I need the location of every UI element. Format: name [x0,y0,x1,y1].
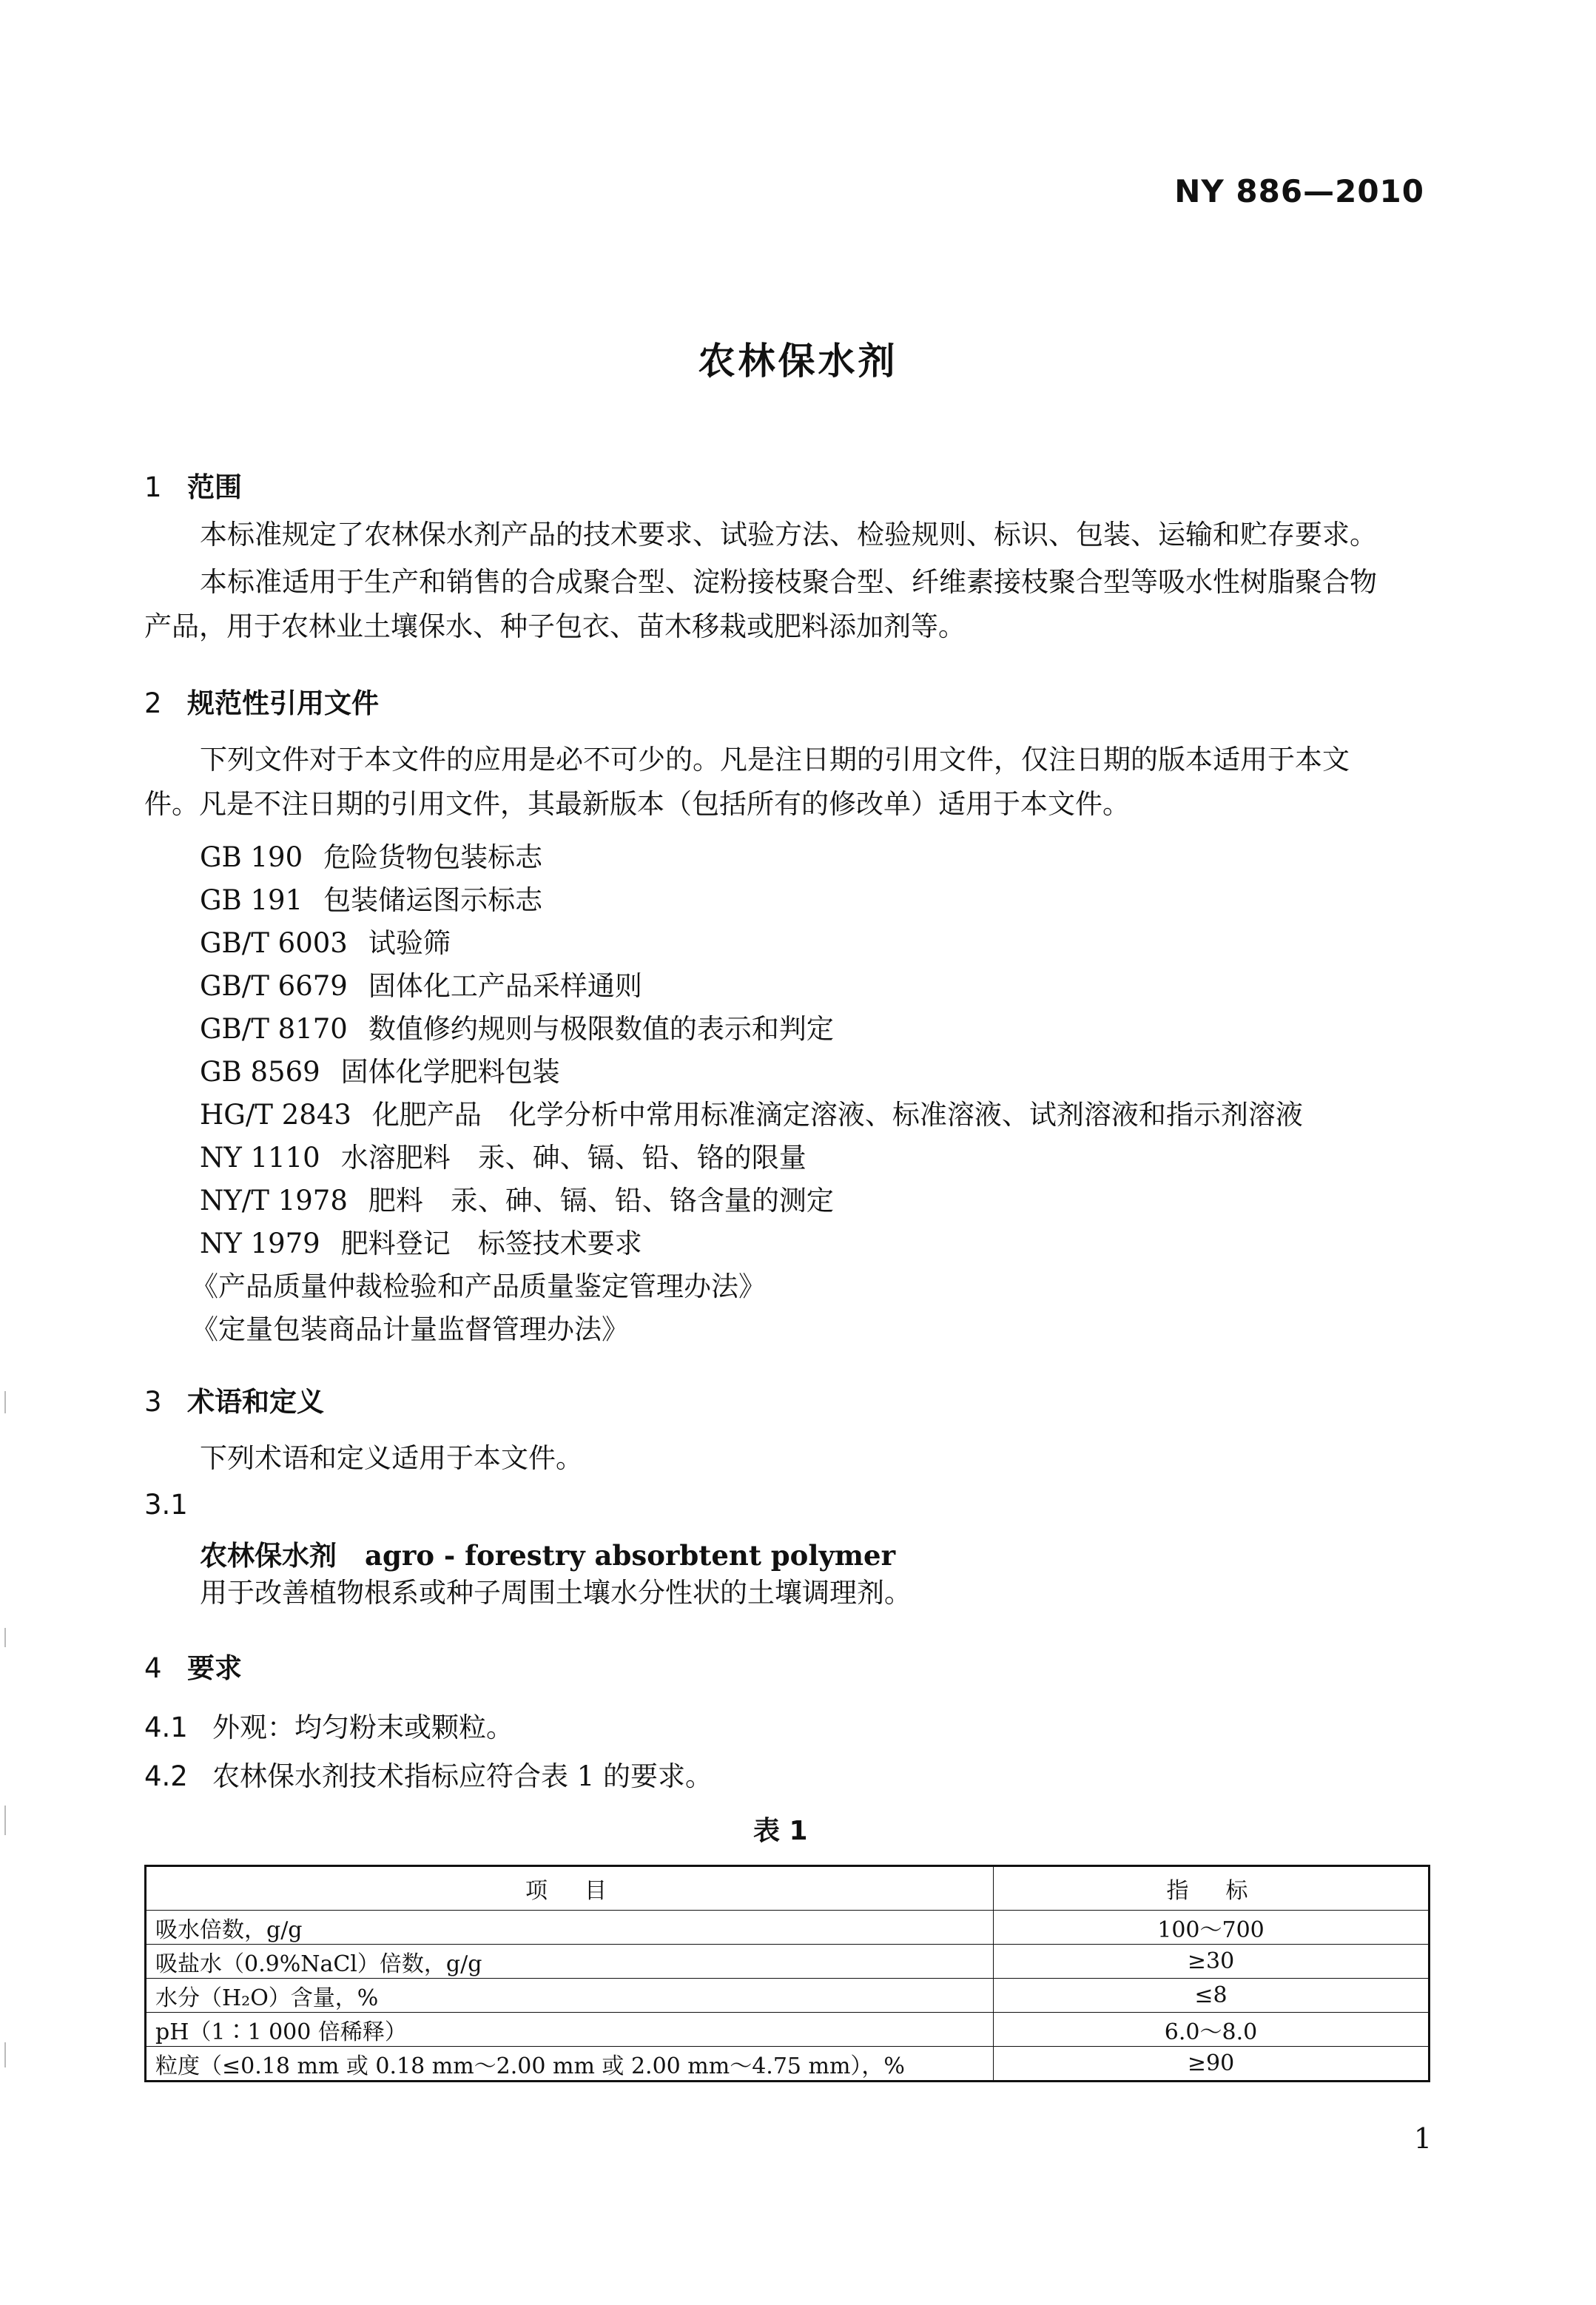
clause-4-1 [144,1706,514,1749]
term-definition: 用于改善植物根系或种子周围土壤水分性状的土壤调理剂。 [200,1577,912,1609]
reference-item: NY 1110 水溶肥料 汞、砷、镉、铅、铬的限量 [200,1142,807,1174]
scope-paragraph-1: 本标准规定了农林保水剂产品的技术要求、试验方法、检验规则、标识、包装、运输和贮存要求。 [200,519,1377,551]
term-number: 3.1 [144,1489,188,1521]
standard-code: NY 886—2010 [1174,173,1424,209]
clause-4-2 [144,1755,713,1798]
row-item: 吸水倍数，g/g [146,1911,994,1945]
section-number: 4 [144,1652,162,1684]
row-value: ≤8 [994,1979,1430,2013]
term-entry [200,1533,895,1573]
refs-intro-line-1: 下列文件对于本文件的应用是必不可少的。凡是注日期的引用文件，仅注日期的版本适用于本文 [200,744,1350,775]
row-item: 粒度（≤0.18 mm 或 0.18 mm～2.00 mm 或 2.00 mm～4.75 mm），% [146,2047,994,2082]
scan-mark [4,2042,6,2067]
reference-item: HG/T 2843 化肥产品 化学分析中常用标准滴定溶液、标准溶液、试剂溶液和指示剂溶液 [200,1099,1303,1131]
scan-mark [4,1628,6,1647]
scan-mark [4,1391,6,1413]
reference-item: NY 1979 肥料登记 标签技术要求 [200,1228,642,1259]
reference-item: GB/T 6679 固体化工产品采样通则 [200,970,642,1002]
scan-mark [4,1806,6,1835]
spec-table [144,1865,1430,2082]
table-row [146,2013,1430,2047]
table-row [146,2047,1430,2082]
clause-text: 外观：均匀粉末或颗粒。 [212,1712,514,1743]
reference-item: GB/T 8170 数值修约规则与极限数值的表示和判定 [200,1013,834,1045]
term-english: agro - forestry absorbtent polymer [365,1539,896,1572]
reference-item: GB/T 6003 试验筛 [200,927,451,959]
clause-text: 农林保水剂技术指标应符合表 1 的要求。 [212,1760,713,1792]
table-row [146,1979,1430,2013]
table-row [146,1911,1430,1945]
clause-number: 4.1 [144,1712,188,1743]
row-value: 100～700 [994,1911,1430,1945]
header-item: 项 目 [146,1866,994,1911]
scope-paragraph-2-line-2: 产品，用于农林业土壤保水、种子包衣、苗木移栽或肥料添加剂等。 [144,610,966,642]
section-title: 术语和定义 [187,1386,324,1418]
term-chinese: 农林保水剂 [200,1539,337,1572]
row-item: pH（1∶1 000 倍稀释） [146,2013,994,2047]
reference-item: GB 190 危险货物包装标志 [200,841,543,873]
table-row [146,1945,1430,1979]
section-number: 2 [144,687,162,719]
section-title: 范围 [187,471,242,503]
section-number: 1 [144,471,162,503]
document-title: 农林保水剂 [698,340,898,383]
table-header-row [146,1866,1430,1911]
row-value: ≥90 [994,2047,1430,2082]
terms-intro: 下列术语和定义适用于本文件。 [200,1442,583,1474]
row-value: ≥30 [994,1945,1430,1979]
reference-item: NY/T 1978 肥料 汞、砷、镉、铅、铬含量的测定 [200,1185,834,1217]
row-item: 吸盐水（0.9%NaCl）倍数，g/g [146,1945,994,1979]
header-value: 指 标 [994,1866,1430,1911]
section-3-heading [144,1379,324,1419]
table-caption: 表 1 [753,1816,808,1846]
section-1-heading [144,465,242,505]
refs-intro-line-2: 件。凡是不注日期的引用文件，其最新版本（包括所有的修改单）适用于本文件。 [144,788,1130,820]
reference-item: GB 8569 固体化学肥料包装 [200,1056,560,1088]
reference-item: GB 191 包装储运图示标志 [200,884,543,916]
clause-number: 4.2 [144,1760,188,1792]
section-title: 要求 [187,1652,242,1684]
section-4-heading [144,1646,242,1686]
section-2-heading [144,681,379,721]
section-title: 规范性引用文件 [187,687,379,719]
scope-paragraph-2-line-1: 本标准适用于生产和销售的合成聚合型、淀粉接枝聚合型、纤维素接枝聚合型等吸水性树脂聚合物 [200,566,1377,598]
page-number: 1 [1413,2122,1432,2155]
row-value: 6.0～8.0 [994,2013,1430,2047]
regulation-item: 《产品质量仲裁检验和产品质量鉴定管理办法》 [191,1271,766,1302]
regulation-item: 《定量包装商品计量监督管理办法》 [191,1313,629,1345]
row-item: 水分（H₂O）含量，% [146,1979,994,2013]
section-number: 3 [144,1386,162,1418]
